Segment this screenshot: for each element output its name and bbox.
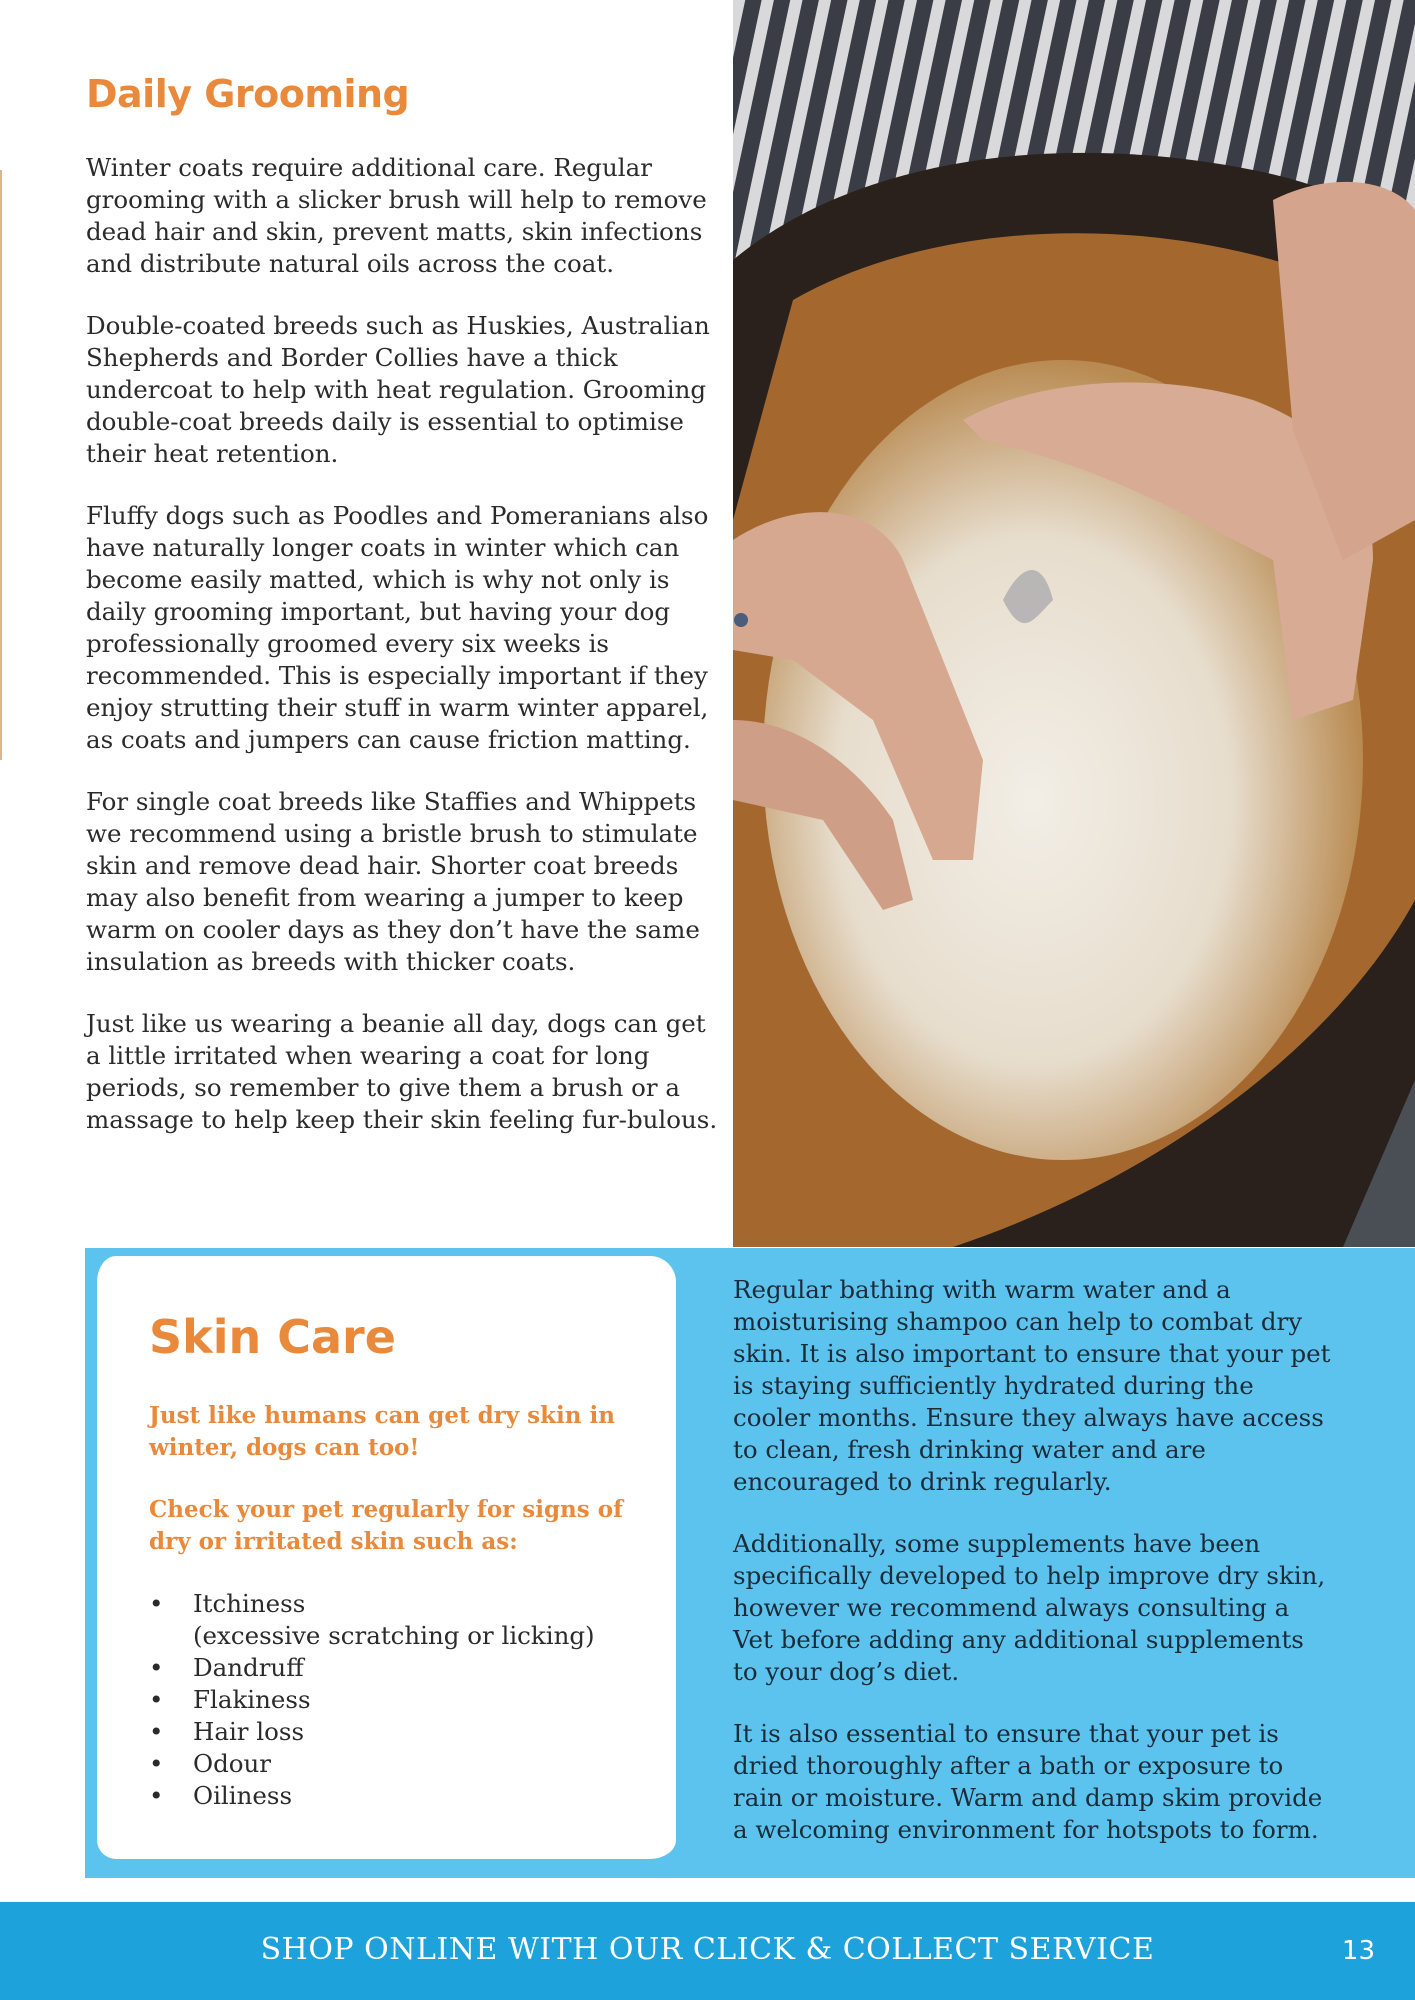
list-item: • Oiliness	[149, 1780, 649, 1812]
dog-grooming-photo	[733, 0, 1415, 1247]
skin-care-heading: Skin Care	[149, 1310, 396, 1364]
footer-banner	[0, 1902, 1415, 2000]
grooming-paragraph: Double-coated breeds such as Huskies, Australian Shepherds and Border Collies have a thick undercoat to help with heat regulation. Grooming double-coat breeds daily is essential to optimise their heat retention.	[86, 311, 710, 468]
grooming-paragraph: Winter coats require additional care. Regular grooming with a slicker brush will help to remove dead hair and skin, prevent matts, skin infections and distribute natural oils across the coat.	[86, 153, 707, 278]
skin-care-paragraph: Regular bathing with warm water and a moisturising shampoo can help to combat dry skin. It is also important to ensure that your pet is staying sufficiently hydrated during the cooler months. Ensure they always have access to clean, fresh drinking water and are encouraged to drink regularly.	[733, 1275, 1331, 1496]
list-item: (excessive scratching or licking)	[193, 1621, 595, 1650]
list-item: • Flakiness	[149, 1684, 649, 1716]
daily-grooming-heading: Daily Grooming	[86, 72, 410, 116]
page-number: 13	[1341, 1936, 1375, 1966]
list-item: • Odour	[149, 1748, 649, 1780]
skin-care-lead: Just like humans can get dry skin in winter, dogs can too!	[149, 1402, 615, 1461]
page-edge-line	[0, 170, 2, 760]
list-item: • Dandruff	[149, 1652, 649, 1684]
dry-skin-signs-list	[149, 1588, 649, 1812]
skin-care-lead: Check your pet regularly for signs of dry or irritated skin such as:	[149, 1496, 623, 1555]
click-and-collect-banner-text: SHOP ONLINE WITH OUR CLICK & COLLECT SERVICE	[260, 1932, 1155, 1967]
daily-grooming-section	[86, 72, 726, 1166]
list-item: • Hair loss	[149, 1716, 649, 1748]
list-item: • Itchiness	[149, 1588, 649, 1620]
grooming-paragraph: For single coat breeds like Staffies and Whippets we recommend using a bristle brush to stimulate skin and remove dead hair. Shorter coat breeds may also benefit from wearing a jumper to keep warm on cooler days as they don’t have the same insulation as breeds with thicker coats.	[86, 787, 700, 976]
skin-care-paragraph: It is also essential to ensure that your pet is dried thoroughly after a bath or exposure to rain or moisture. Warm and damp skim provide a welcoming environment for hotspots to form.	[733, 1719, 1323, 1844]
skin-care-box	[90, 1256, 676, 1866]
skin-care-paragraph: Additionally, some supplements have been specifically developed to help improve dry skin, however we recommend always consulting a Vet before adding any additional supplements to your dog’s diet.	[733, 1529, 1326, 1686]
grooming-paragraph: Just like us wearing a beanie all day, dogs can get a little irritated when wearing a coat for long periods, so remember to give them a brush or a massage to help keep their skin feeling fur-bulous.	[86, 1009, 718, 1134]
grooming-paragraph: Fluffy dogs such as Poodles and Pomeranians also have naturally longer coats in winter which can become easily matted, which is why not only is daily grooming important, but having your dog professionally groomed every six weeks is recommended. This is especially important if they enjoy strutting their stuff in warm winter apparel, as coats and jumpers can cause friction matting.	[86, 501, 709, 754]
skin-care-advice	[733, 1274, 1333, 1876]
